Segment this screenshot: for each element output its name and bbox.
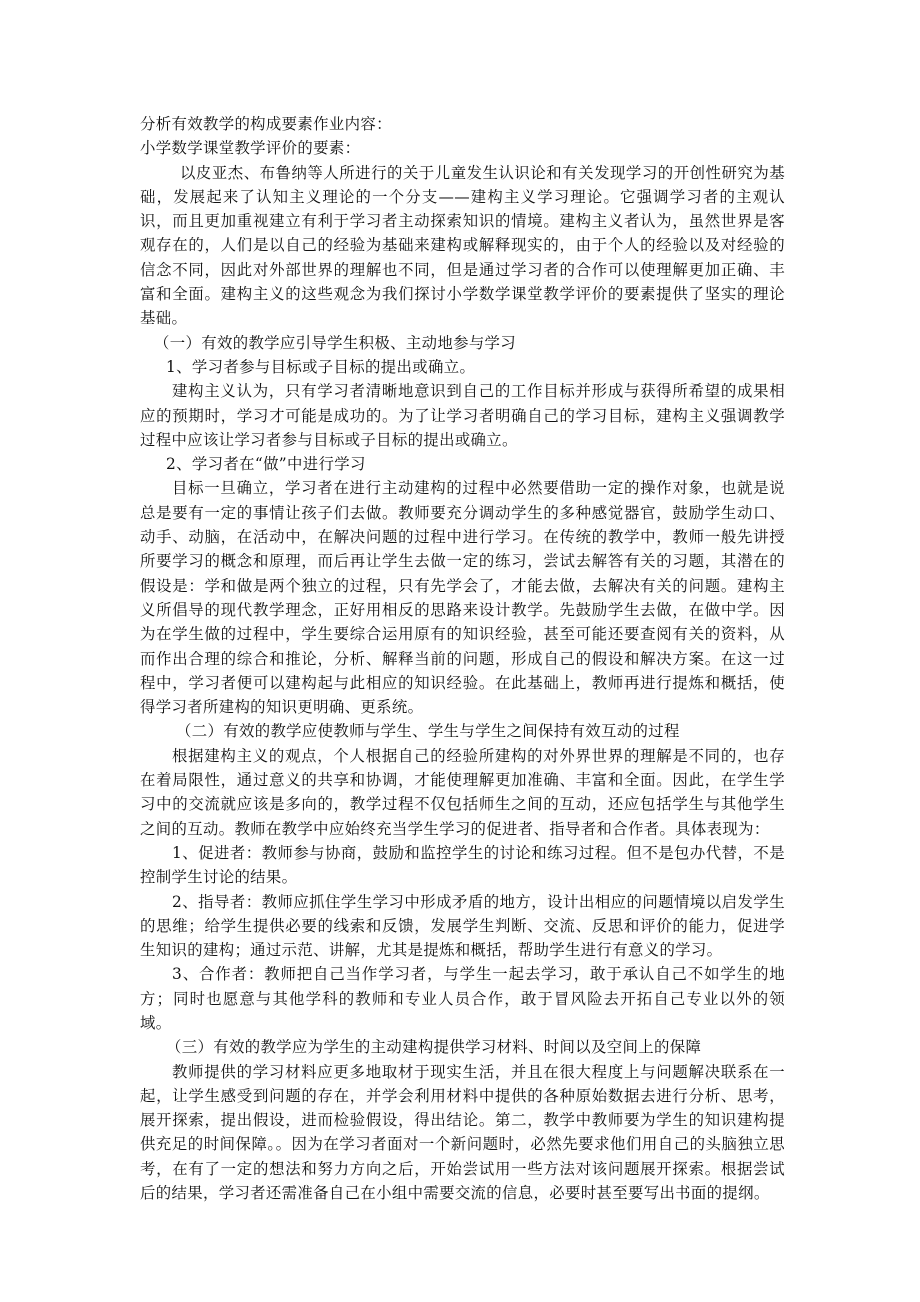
intro-paragraph: 以皮亚杰、布鲁纳等人所进行的关于儿童发生认识论和有关发现学习的开创性研究为基础，发展起来了认知主义理论的一个分支——建构主义学习理论。它强调学习者的主观认识，而且更加重视建立有利于学习者主动探索知识的情境。建构主义者认为，虽然世界是客观存在的，人们是以自己的经验为基础来建构或解释现实的，由于个人的经验以及对经验的信念不同，因此对外部世界的理解也不同，但是通过学习者的合作可以使理解更加正确、丰富和全面。建构主义的这些观念为我们探讨小学数学课堂教学评价的要素提供了坚实的理论基础。 xyxy=(140,163,785,328)
section3-heading: （三）有效的教学应为学生的主动建构提供学习材料、时间以及空间上的保障 xyxy=(166,1038,702,1057)
section1-item1-text: 建构主义认为，只有学习者清晰地意识到自己的工作目标并形成与获得所希望的成果相应的预期时，学习才可能是成功的。为了让学习者明确自己的学习目标，建构主义强调教学过程中应该让学习者参与目标或子目标的提出或确立。 xyxy=(140,382,785,449)
document-subtitle: 小学数学课堂教学评价的要素： xyxy=(140,139,361,158)
section2-item3: 3、合作者：教师把自己当作学习者，与学生一起去学习，敢于承认自己不如学生的地方；同时也愿意与其他学科的教师和专业人员合作，敢于冒风险去开拓自己专业以外的领域。 xyxy=(140,965,785,1032)
section1-item1-heading: 1、学习者参与目标或子目标的提出或确立。 xyxy=(166,357,476,376)
section3-text: 教师提供的学习材料应更多地取材于现实生活，并且在很大程度上与问题解决联系在一起，让学生感受到问题的存在，并学会利用材料中提供的各种原始数据去进行分析、思考，展开探索，提出假设，进而检验假设，得出结论。第二，教学中教师要为学生的知识建构提供充足的时间保障。。因为在学习者面对一个新问题时，必然先要求他们用自己的头脑独立思考，在有了一定的想法和努力方向之后，开始尝试用一些方法对该问题展开探索。根据尝试后的结果，学习者还需准备自己在小组中需要交流的信息，必要时甚至要写出书面的提纲。 xyxy=(140,1062,785,1203)
section2-heading: （二）有效的教学应使教师与学生、学生与学生之间保持有效互动的过程 xyxy=(176,722,680,741)
section2-text: 根据建构主义的观点，个人根据自己的经验所建构的对外界世界的理解是不同的，也存在着局限性，通过意义的共享和协调，才能使理解更加准确、丰富和全面。因此，在学生学习中的交流就应该是多向的，教学过程不仅包括师生之间的互动，还应包括学生与其他学生之间的互动。教师在教学中应始终充当学生学习的促进者、指导者和合作者。具体表现为： xyxy=(140,746,785,838)
section1-heading: （一）有效的教学应引导学生积极、主动地参与学习 xyxy=(154,333,517,352)
document-page xyxy=(140,112,785,1205)
section1-item2-heading: 2、学习者在“做”中进行学习 xyxy=(166,455,366,474)
section2-item2: 2、指导者：教师应抓住学生学习中形成矛盾的地方，设计出相应的问题情境以启发学生的思维；给学生提供必要的线索和反馈，发展学生判断、交流、反思和评价的能力，促进学生知识的建构；通过示范、讲解，尤其是提炼和概括，帮助学生进行有意义的学习。 xyxy=(140,892,785,960)
section2-item1: 1、促进者：教师参与协商，鼓励和监控学生的讨论和练习过程。但不是包办代替，不是控制学生讨论的结果。 xyxy=(140,843,785,887)
section1-item2-text: 目标一旦确立，学习者在进行主动建构的过程中必然要借助一定的操作对象，也就是说总是要有一定的事情让孩子们去做。教师要充分调动学生的多种感觉器官，鼓励学生动口、动手、动脑，在活动中，在解决问题的过程中进行学习。在传统的教学中，教师一般先讲授所要学习的概念和原理，而后再让学生去做一定的练习，尝试去解答有关的习题，其潜在的假设是：学和做是两个独立的过程，只有先学会了，才能去做，去解决有关的问题。建构主义所倡导的现代教学理念，正好用相反的思路来设计教学。先鼓励学生去做，在做中学。因为在学生做的过程中，学生要综合运用原有的知识经验，甚至可能还要查阅有关的资料，从而作出合理的综合和推论，分析、解释当前的问题，形成自己的假设和解决方案。在这一过程中，学习者便可以建构起与此相应的知识经验。在此基础上，教师再进行提炼和概括，使得学习者所建构的知识更明确、更系统。 xyxy=(140,479,785,717)
document-title: 分析有效教学的构成要素作业内容： xyxy=(140,115,392,133)
